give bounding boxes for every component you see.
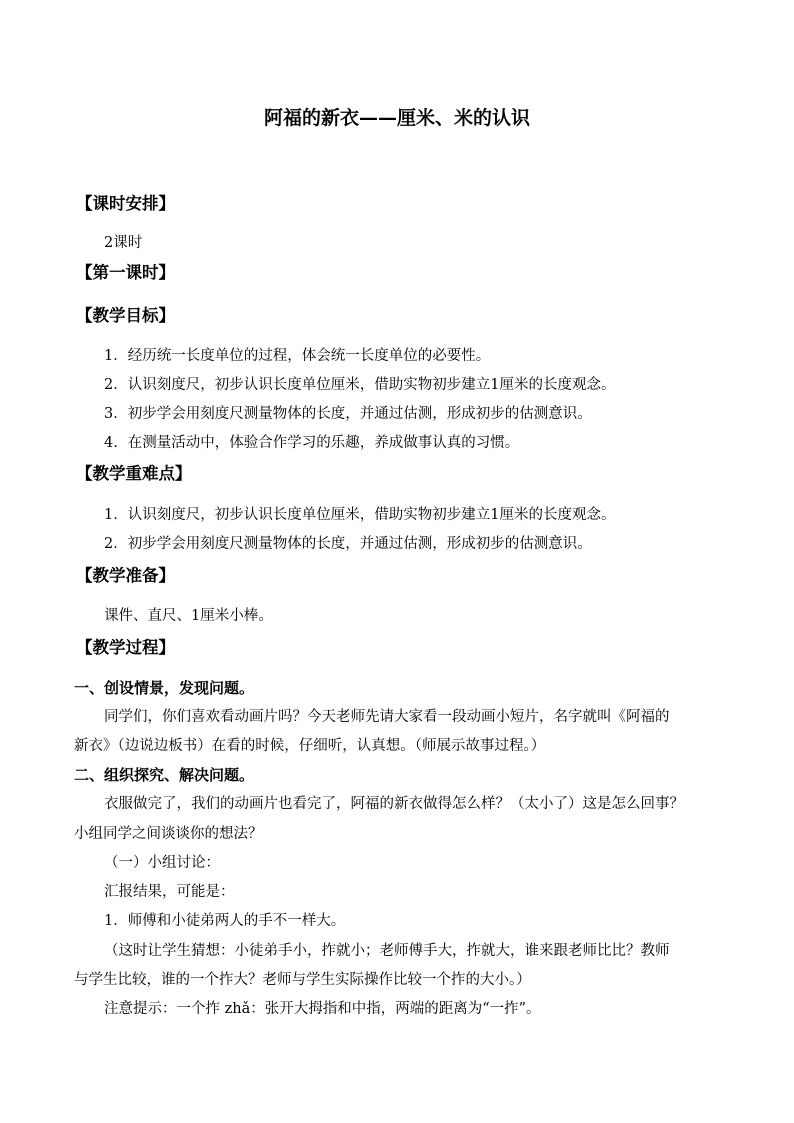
- goals-item-4: 4．在测量活动中，体验合作学习的乐趣，养成做事认真的习惯。: [104, 435, 520, 451]
- schedule-heading: 【课时安排】: [76, 194, 175, 213]
- part2-heading: 二、组织探究、解决问题。: [74, 766, 255, 784]
- schedule-text: 2课时: [104, 235, 143, 251]
- part2-line-4: 汇报结果，可能是：: [104, 884, 235, 900]
- part2-line-5: 1．师傅和小徒弟两人的手不一样大。: [104, 913, 346, 929]
- keypoints-item-2: 2．初步学会用刻度尺测量物体的长度，并通过估测，形成初步的估测意识。: [104, 536, 592, 552]
- goals-item-2: 2．认识刻度尺，初步认识长度单位厘米，借助实物初步建立1厘米的长度观念。: [104, 377, 616, 393]
- prep-text: 课件、直尺、1厘米小棒。: [104, 608, 273, 624]
- part2-line-8: 注意提示：一个拃 zhǎ：张开大拇指和中指，两端的距离为“一拃”。: [104, 1001, 541, 1017]
- part1-heading: 一、创设情景，发现问题。: [74, 679, 255, 697]
- keypoints-item-1: 1．认识刻度尺，初步认识长度单位厘米，借助实物初步建立1厘米的长度观念。: [104, 507, 616, 523]
- goals-heading: 【教学目标】: [76, 306, 175, 325]
- part1-line-1: 同学们，你们喜欢看动画片吗？今天老师先请大家看一段动画小短片，名字就叫《阿福的: [104, 709, 670, 725]
- document-title: 阿福的新衣——厘米、米的认识: [263, 107, 530, 129]
- part2-line-3: （一）小组讨论：: [104, 855, 220, 871]
- part2-line-1: 衣服做完了，我们的动画片也看完了，阿福的新衣做得怎么样？（太小了）这是怎么回事？: [104, 796, 684, 812]
- prep-heading: 【教学准备】: [76, 566, 175, 585]
- first-lesson-heading: 【第一课时】: [76, 263, 175, 282]
- part2-line-6: （这时让学生猜想：小徒弟手小，拃就小；老师傅手大，拃就大，谁来跟老师比比？教师: [104, 943, 670, 959]
- goals-item-3: 3．初步学会用刻度尺测量物体的长度，并通过估测，形成初步的估测意识。: [104, 406, 592, 422]
- keypoints-heading: 【教学重难点】: [76, 464, 192, 483]
- part1-line-2: 新衣》（边说边板书）在看的时候，仔细听，认真想。（师展示故事过程。）: [74, 738, 546, 754]
- goals-item-1: 1．经历统一长度单位的过程，体会统一长度单位的必要性。: [104, 348, 491, 364]
- part2-line-7: 与学生比较，谁的一个拃大？老师与学生实际操作比较一个拃的大小。）: [74, 972, 531, 988]
- part2-line-2: 小组同学之间谈谈你的想法？: [74, 826, 263, 842]
- process-heading: 【教学过程】: [76, 638, 175, 657]
